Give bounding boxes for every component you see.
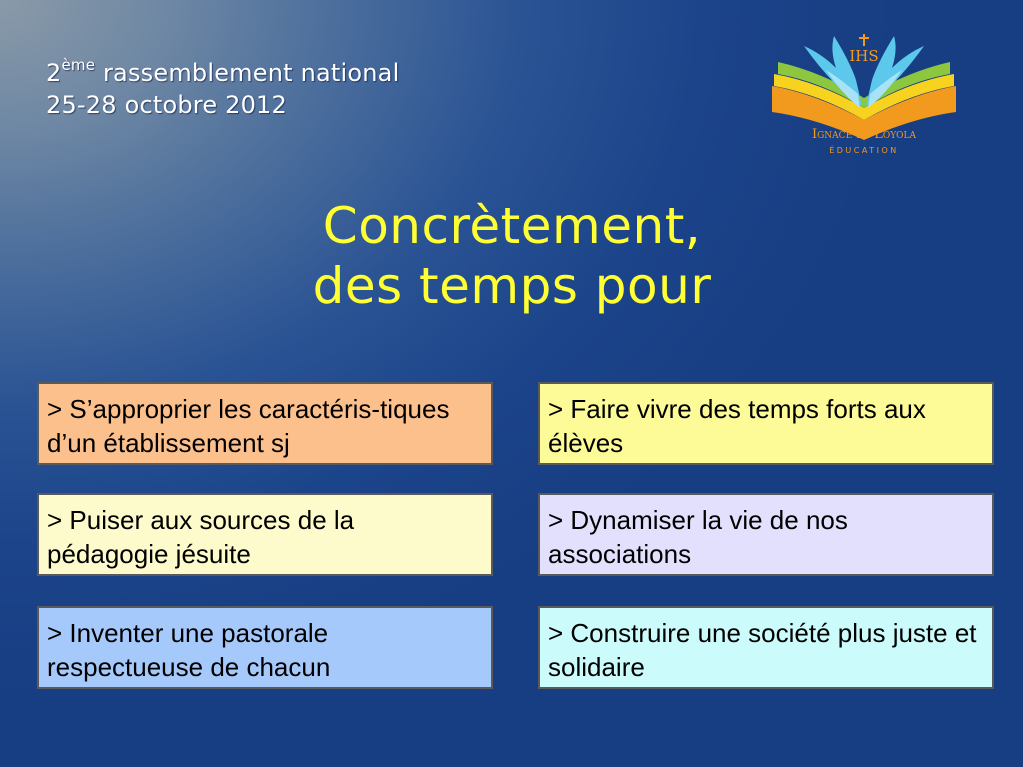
- box-pastorale: > Inventer une pastorale respectueuse de chacun: [37, 606, 493, 689]
- box-temps-forts: > Faire vivre des temps forts aux élèves: [538, 382, 994, 465]
- heading-line-2: des temps pour: [312, 257, 712, 315]
- ordinal-suffix: ème: [61, 56, 96, 74]
- ordinal-number: 2: [46, 59, 62, 87]
- box-associations: > Dynamiser la vie de nos associations: [538, 493, 994, 576]
- logo-monogram: IHS: [849, 47, 879, 65]
- event-dates: 25-28 octobre 2012: [46, 91, 287, 119]
- heading-line-1: Concrètement,: [322, 197, 702, 255]
- box-societe: > Construire une société plus juste et solidaire: [538, 606, 994, 689]
- logo-subtitle: ÉDUCATION: [829, 146, 899, 155]
- ignace-de-loyola-logo: [764, 28, 964, 160]
- slide-heading: [212, 196, 812, 316]
- box-approprier: > S’approprier les caractéris-tiques d’un établissement sj: [37, 382, 493, 465]
- event-title: [46, 56, 399, 87]
- box-pedagogie: > Puiser aux sources de la pédagogie jésuite: [37, 493, 493, 576]
- event-name: rassemblement national: [95, 59, 400, 87]
- logo-name: Ignace de Loyola: [811, 127, 917, 142]
